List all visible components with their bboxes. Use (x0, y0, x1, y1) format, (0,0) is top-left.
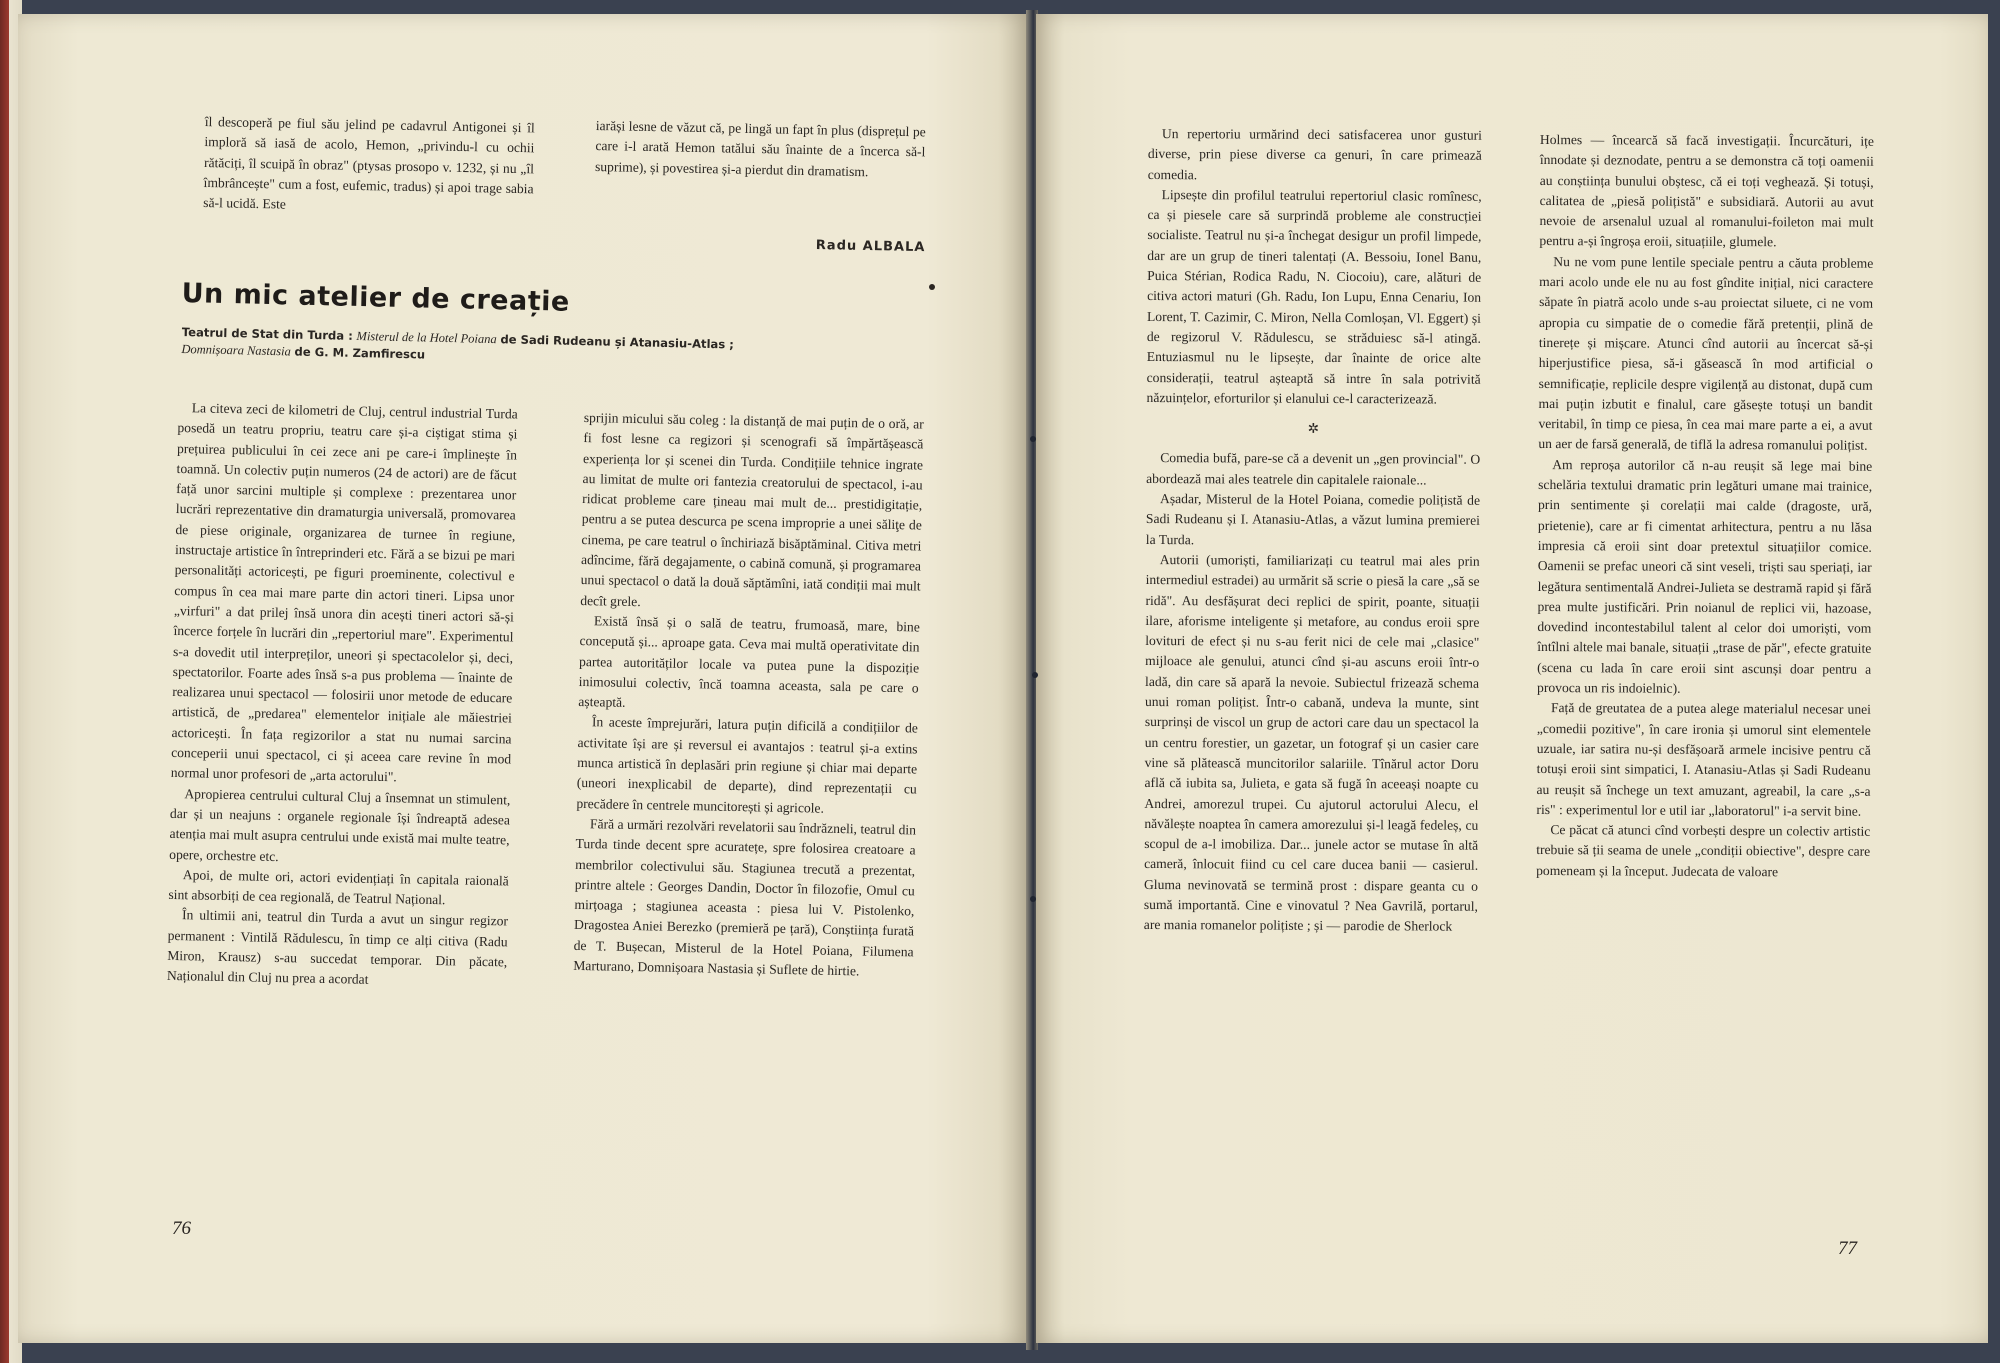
ink-speck (929, 284, 935, 290)
right-body-column-1 (1144, 124, 1482, 937)
paragraph: La citeva zeci de kilometri de Cluj, centrul industrial Turda posedă un teatru propriu, teatru care și-a ciștigat stima și prețuirea publicului în cei zece ani pe care-i împlinește în toamnă. Un colectiv puțin numeros (24 de actori) are de făcut față unor sarcini multiple și complexe : prezentarea unor lucrări reprezentative din dramaturgia universală, promovarea de piese originale, organizarea de turnee în regiune, instructaje artistice în întreprinderi etc. Fără a se bizui pe mari personalități actoricești, pe figuri proeminente, colectivul e compus în cea mai mare parte din actori tineri. Lipsa unor „virfuri" a dat prilej însă unora din acești tineri actori să-și încerce forțele în lucrări din „repertoriul mare". Experimentul s-a dovedit util interpreților, uneori și spectacolelor și, deci, spectatorilor. Foarte ades însă s-a pus problema — înainte de realizarea unui spectacol — folosirii unor metode de educare artistică, de „predarea" elementelor inițiale ale măiestriei actoricești. În fața regizorilor a stat nu numai sarcina conceperii unui spectacol, ci și aceea care revine în mod normal unor profesori de „arta actorului". (170, 400, 518, 785)
paragraph: sprijin micului său coleg : la distanță de mai puțin de o oră, ar fi fost lesne ca regizori și scenografi să împărtășească experiența lor și scenei din Turda. Condițiile tehnice ingrate au limitat de multe ori fantezia creatorului de spectacol, i-au ridicat probleme care țineau mai mult de... prestidigitație, pentru a se putea descurca pe scena improprie a unei săliţe de cinema, pe care teatrul o închiriază bisăptăminal. Citiva metri adîncime, fără degajamente, o cabină comună, și programarea unui spectacol o dată la două săptămîni, iată condiții mai mult decît grele. (580, 409, 924, 609)
paragraph: Lipsește din profilul teatrului repertoriul clasic romînesc, ca și piesele care să surprindă probleme ale construcției socialiste. Teatrul nu și-a închegat desigur un profil limpede, dar are un grup de tineri talentați (A. Bessoiu, Ionel Banu, Puica Stérian, Rodica Radu, N. Ciocoiu), care, alături de citiva actori maturi (Gh. Radu, Ion Lupu, Enna Cenariu, Ion Lorent, T. Cazimir, C. Miron, Nella Comloșan, Vl. Eggert) și de regizorul V. Rădulescu, se străduiesc să-l atingă. Entuziasmul nu le lipsește, dar înainte de orice alte considerații, teatrul așteaptă să intre în sala potrivită năzuințelor, eforturilor și elanului ce-l caracterizează. (1146, 186, 1482, 407)
paragraph: Așadar, Misterul de la Hotel Poiana, comedie polițistă de Sadi Rudeanu și I. Atanasiu-Atlas, a văzut lumina premierei la Turda. (1145, 491, 1481, 547)
paragraph: Față de greutatea de a putea alege materialul necesar unei „comedii pozitive", în care ironia și umorul sint elementele uzuale, iar satira nu-și desfășoară armele incisive pentru că totuși eroii sint simpatici, I. Atanasiu-Atlas și Sadi Rudeanu au reușit să închege un text amuzant, agreabil, la care „s-a ris" : experimentul lor e util iar „laboratorul" i-a servit bine. (1536, 700, 1872, 819)
subtitle-play-1: Misterul de la Hotel Poiana (356, 328, 497, 347)
left-body-column-2 (573, 408, 924, 983)
subtitle-authors-1: de Sadi Rudeanu și Atanasiu-Atlas ; (500, 332, 735, 352)
subtitle-authors-2: de G. M. Zamfirescu (294, 344, 426, 362)
paragraph: Fără a urmări rezolvări revelatorii sau îndrăzneli, teatrul din Turda tinde decent spre acuratețe, spre folosirea creatoare a membrilor colectivului său. Stagiunea trecută a prezentat, printre altele : Georges Dandin, Doctor în filozofie, Omul cu mirțoaga ; stagiunea aceasta : piesa lui V. Pistolenko, Dragostea Aniei Berezko (premieră pe țară), Conștiința furată de T. Bușecan, Misterul de la Hotel Poiana, Filumena Marturano, Domnișoara Nastasia și Suflete de hirtie. (573, 816, 917, 979)
paragraph: Comedia bufă, pare-se că a devenit un „gen provincial". O abordează mai ales teatrele din capitalele raionale... (1146, 450, 1481, 488)
left-top-col2-text: iarăși lesne de văzut că, pe lingă un fapt în plus (disprețul pe care i-l arată Hemon tatălui său înainte de a încerca să-l suprime), și povestirea și-a pierdut din dramatism. (594, 117, 926, 179)
ink-speck (1032, 672, 1038, 678)
ink-speck (1030, 436, 1036, 442)
right-body-column-2 (1536, 130, 1874, 883)
paragraph: Apropierea centrului cultural Cluj a însemnat un stimulent, dar și un neajuns : organele regionale își îndreaptă adesea atenția mai mult asupra centrului unde există mai multe teatre, opere, orchestre etc. (169, 785, 511, 864)
paragraph: Ce păcat că atunci cînd vorbești despre un colectiv artistic trebuie să ții seama de unele „condiții obiective", despre care pomeneam și la început. Judecata de valoare (1536, 822, 1871, 879)
left-top-column-1 (203, 112, 535, 220)
paragraph: În aceste împrejurări, latura puțin dificilă a condițiilor de activitate își are și reversul ei avantajos : teatrul și-a extins munca artistică în deplasări prin regiune și chiar mai departe (uneori inexplicabil de departe), dind reprezentații cu precădere în centrele muncitorești și agricole. (576, 714, 919, 816)
paragraph: Un repertoriu urmărind deci satisfacerea unor gusturi diverse, prin piese diverse ca genuri, în care primează comedia. (1147, 126, 1482, 182)
page-number-right: 77 (1838, 1238, 1857, 1259)
ink-speck (1030, 896, 1036, 902)
paragraph: Există însă și o sală de teatru, frumoasă, mare, bine concepută și... aproape gata. Ceva mai multă operativitate din partea autorităților locale va putea pune la dispoziție inimosului colectiv, încă toamna aceasta, sala pe care o așteaptă. (578, 613, 921, 711)
paragraph: Nu ne vom pune lentile speciale pentru a căuta probleme mari acolo unde ele nu au fost gîndite inițial, nici caractere săpate în piatră acolo unde s-au proiectat siluete, ci ne vom apropia cu simpatie de o comedie fără pretenții, plină de tinerețe și mișcare. Atunci cînd autorii au încercat să-și hiperjustifice piesa, să-i găsească în mod artificial o semnificație, replicile despre vigilență au distonat, după cum mai puțin izbutit e finalul, care găsește totuși un bandit veritabil, în timp ce piesa, în cea mai mare parte a ei, a avut un aer de farsă generală, de tiflă la adresa romanului polițist. (1538, 253, 1874, 454)
left-top-col1-text: îl descoperă pe fiul său jelind pe cadavrul Antigonei și îl imploră să iasă de acolo, Hemon, „privindu-l cu ochii rătăciți, îl scuipă în obraz" (ptysas prosopo v. 1232, și nu „îl îmbrâncește" cum a fost, eufemic, tradus) și apoi trage sabia să-l ucidă. Este (203, 113, 535, 212)
article-title: Un mic atelier de creație (181, 278, 571, 318)
paragraph: Autorii (umoriști, familiarizați cu teatrul mai ales prin intermediul estradei) au urmărit să scrie o piesă la care „să se ridă". Au desfășurat deci replici de spirit, poante, situații ilare, aforisme inteligente și metafore, au condus eroii spre lovituri de efect și nu s-au ferit nici de cele mai „clasice" mijloace ale genului, atunci cînd și-au ascuns eroii într-o ladă, din care să apară la nevoie. Subiectul frizează schema unui roman polițist. Într-o cabană, undeva la munte, sint surprinși de viscol un grup de actori care dau un spectacol la un centru forestier, un gazetar, un fotograf și un casier care vine să plătească muncitorilor salariile. Tînărul actor Doru află că iubita sa, Julieta, e gata să fugă în aceeași noapte cu Andrei, amorezul trupei. Cu ajutorul actorului Alecu, el năvălește noaptea în camera amorezului și-l leagă fedeleș, cu scopul de a-l imobiliza. Dar... junele actor se mutase în altă cameră, înlocuit fiind cu cel care ducea banii — casierul. Gluma nevinovată se termină prost : dispare geanta cu o sumă importantă. Cine e vinovatul ? Nea Gavrilă, portarul, are mania romanelor polițiste ; și — parodie de Sherlock (1143, 552, 1480, 934)
article-author: Radu ALBALA (815, 238, 926, 256)
subtitle-theatre: Teatrul de Stat din Turda : (181, 324, 353, 343)
paragraph: Am reproșa autorilor că n-au reușit să lege mai bine schelăria textului dramatic prin legături umane mai trainice, prin sentimente și corelații mai calde (dragoste, ură, prietenie), care ar fi cimentat arhitectura, pentru a nu lăsa impresia că eroii sint doar pretextul situațiilor comice. Oamenii se prefac uneori că sint veseli, triști sau speriați, iar legătura sentimentală Andrei-Julieta se destramă rapid și fără prea multe justificări. Prin noianul de replici vii, hazoase, dovedind incontestabilul talent al celor doi umoriști, vom întîlni altele mai banale, situații „trase de păr", efecte gratuite (scena cu lada în care eroii sint ascunși doar pentru a provoca un ris indoielnic). (1537, 456, 1873, 696)
section-separator: ✲ (1307, 420, 1320, 437)
page-number-left: 76 (172, 1218, 191, 1239)
paragraph: În ultimii ani, teatrul din Turda a avut un singur regizor permanent : Vintilă Rădulescu, în timp ce alți citiva (Radu Miron, Krausz) s-au succedat temporar. Din păcate, Naționalul din Cluj nu prea a acordat (166, 907, 509, 988)
paragraph: Holmes — încearcă să facă investigații. Încurcături, ițe înnodate și deznodate, pentru a se demonstra că toți oamenii au conștiința bunului obștesc, că ei toți veghează. Și totuși, calitatea de „piesă polițistă" e subsidiară. Autorii au avut nevoie de arsenalul uzual al romanului-foileton mai mult pentru a-și îngroșa eroii, situațiile, glumele. (1539, 131, 1874, 250)
left-top-column-2 (595, 116, 926, 183)
left-body-column-1 (167, 398, 518, 993)
subtitle-play-2: Domnișoara Nastasia (181, 341, 291, 359)
paragraph: Apoi, de multe ori, actori evidențiați în capitala raională sint absorbiți de cea regională, de Teatrul Național. (168, 867, 509, 908)
